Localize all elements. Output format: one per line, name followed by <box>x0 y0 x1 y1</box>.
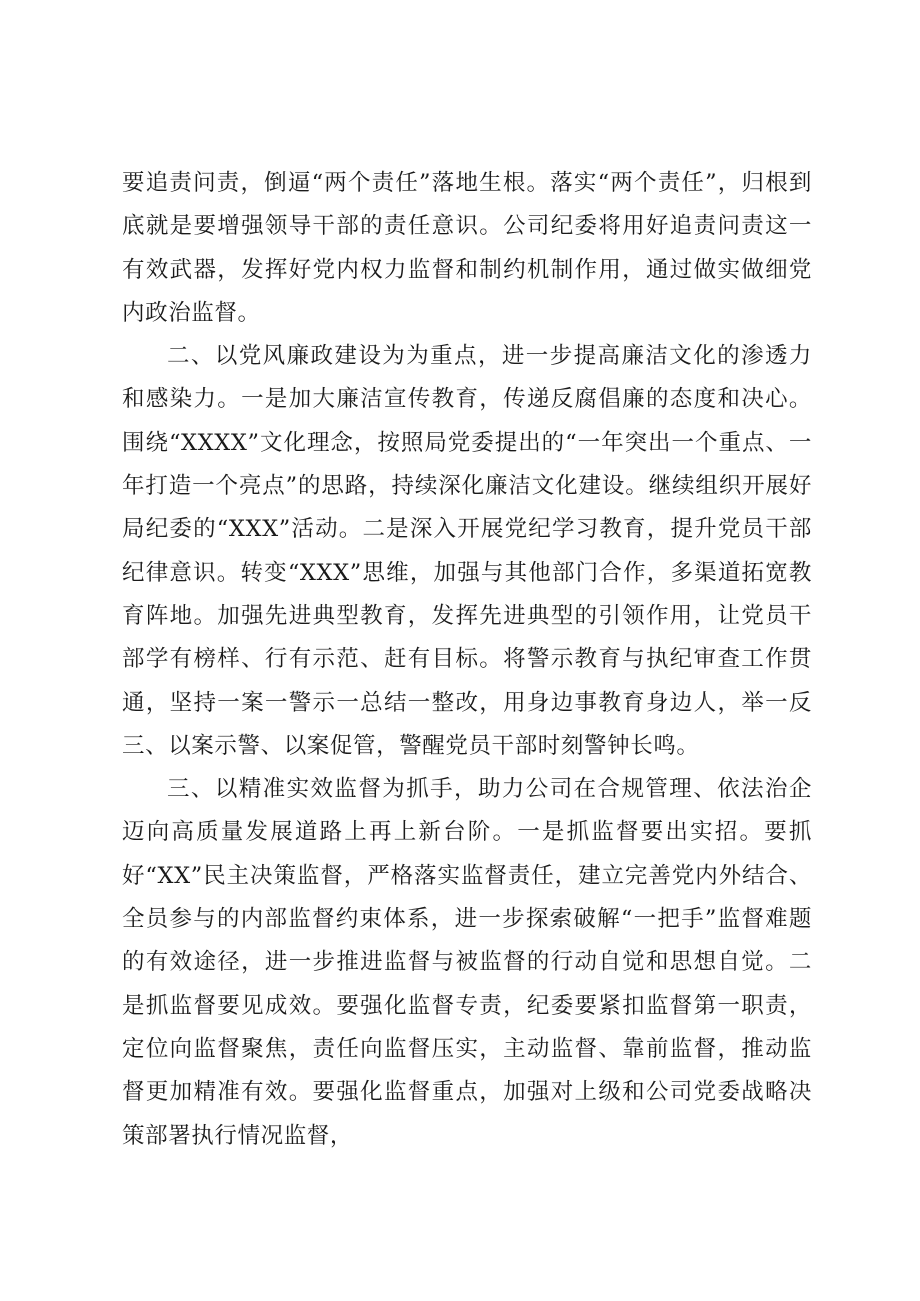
paragraph-section-two: 二、以党风廉政建设为为重点，进一步提高廉洁文化的渗透力和感染力。一是加大廉洁宣传教育，传递反腐倡廉的态度和决心。围绕“XXXX”文化理念，按照局党委提出的“一年突出一个重点、一年打造一个亮点”的思路，持续深化廉洁文化建设。继续组织开展好局纪委的“XXX”活动。二是深入开展党纪学习教育，提升党员干部纪律意识。转变“XXX”思维，加强与其他部门合作，多渠道拓宽教育阵地。加强先进典型教育，发挥先进典型的引领作用，让党员干部学有榜样、行有示范、赶有目标。将警示教育与执纪审查工作贯通，坚持一案一警示一总结一整改，用身边事教育身边人，举一反三、以案示警、以案促管，警醒党员干部时刻警钟长鸣。 <box>122 343 812 759</box>
paragraph-section-three: 三、以精准实效监督为抓手，助力公司在合规管理、依法治企迈向高质量发展道路上再上新台阶。一是抓监督要出实招。要抓好“XX”民主决策监督，严格落实监督责任，建立完善党内外结合、全员参与的内部监督约束体系，进一步探索破解“一把手”监督难题的有效途径，进一步推进监督与被监督的行动自觉和思想自觉。二是抓监督要见成效。要强化监督专责，纪委要紧扣监督第一职责，定位向监督聚焦，责任向监督压实，主动监督、靠前监督，推动监督更加精准有效。要强化监督重点，加强对上级和公司党委战略决策部署执行情况监督， <box>122 776 812 1149</box>
paragraph-continued: 要追责问责，倒逼“两个责任”落地生根。落实“两个责任”，归根到底就是要增强领导干部的责任意识。公司纪委将用好追责问责这一有效武器，发挥好党内权力监督和制约机制作用，通过做实做细党内政治监督。 <box>122 170 812 326</box>
document-body <box>122 162 812 1158</box>
